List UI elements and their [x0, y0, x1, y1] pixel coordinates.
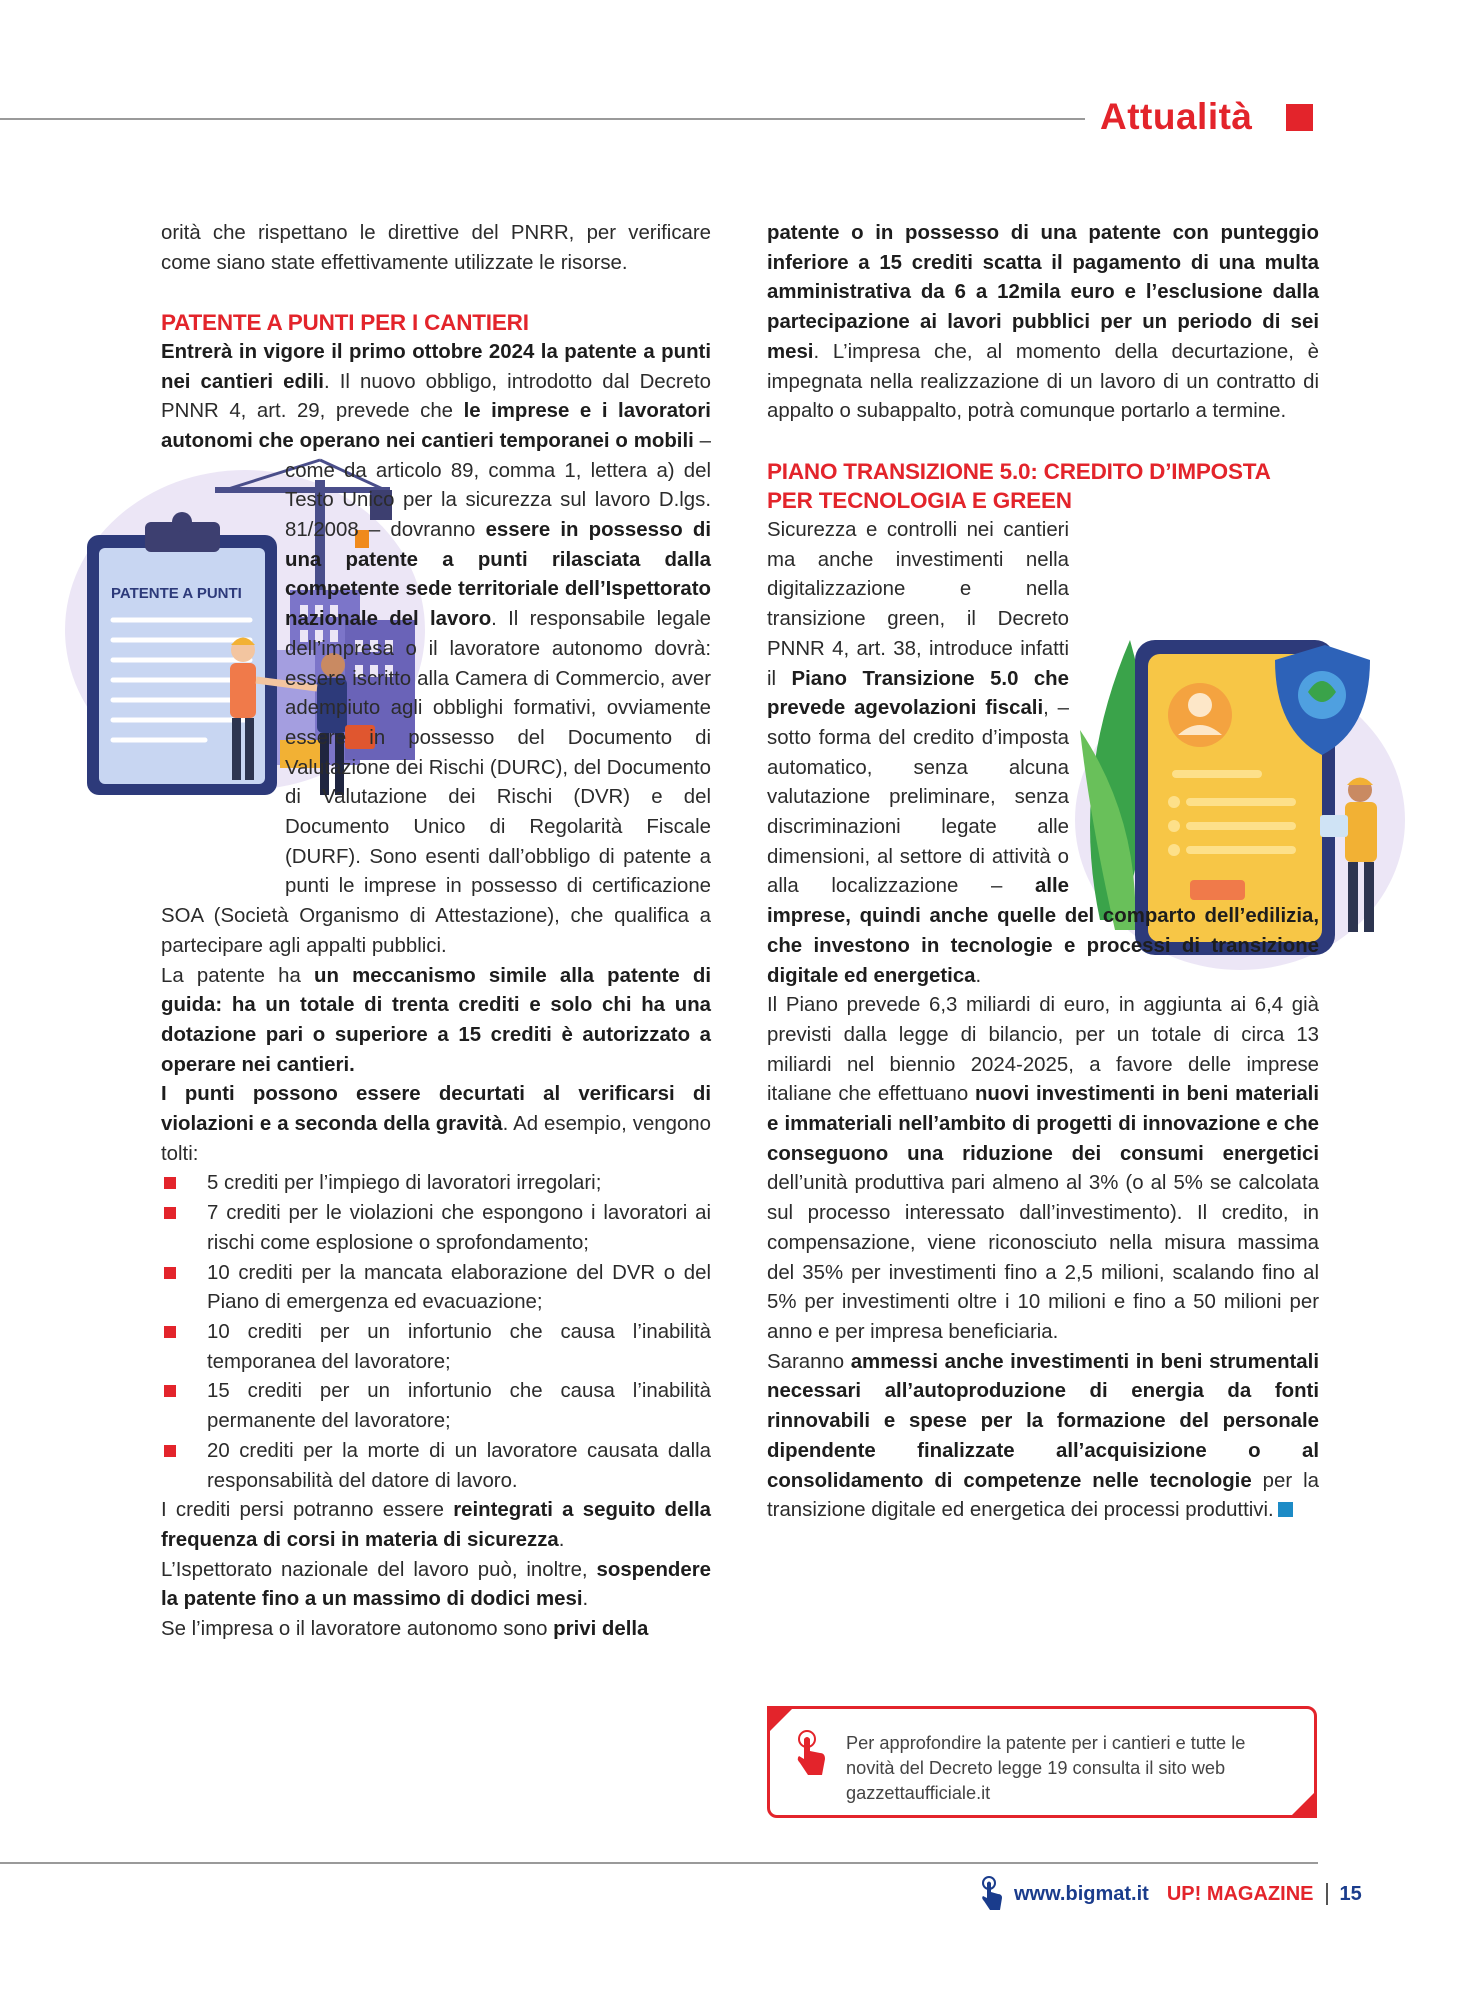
top-rule	[0, 118, 1085, 120]
info-box-corner	[767, 1706, 795, 1734]
end-mark	[1278, 1502, 1293, 1517]
section-square	[1286, 104, 1313, 131]
piano-paragraph-3: Saranno ammessi anche investimenti in beni strumentali necessari all’autoproduzione di energia da fonti rinnovabili e spese per la formazione del personale dipendente finalizzate all’acquisizione o al consolidamento di competenze nelle tecnologie per la transizione digitale ed energetica dei processi produttivi.	[767, 1350, 1319, 1522]
piano-heading-line-1: PIANO TRANSIZIONE 5.0: CREDITO D’IMPOSTA	[767, 458, 1271, 484]
patente-paragraph-4: I crediti persi potranno essere reintegrati a seguito della frequenza di corsi in materia di sicurezza.	[161, 1499, 711, 1551]
footer-url[interactable]: www.bigmat.it	[1014, 1882, 1149, 1905]
pointer-hand-icon	[794, 1729, 830, 1779]
list-item: 10 crediti per la mancata elaborazione del DVR o del Piano di emergenza ed evacuazione;	[161, 1259, 711, 1318]
piano-heading-line-2: PER TECNOLOGIA E GREEN	[767, 488, 1072, 514]
bottom-rule	[0, 1862, 1318, 1864]
pointer-hand-icon	[980, 1876, 1006, 1912]
patente-heading: PATENTE A PUNTI PER I CANTIERI	[161, 310, 529, 336]
list-item: 5 crediti per l’impiego di lavoratori irregolari;	[161, 1169, 711, 1199]
page-number: 15	[1339, 1882, 1362, 1905]
list-item: 10 crediti per un infortunio che causa l’inabilità temporanea del lavoratore;	[161, 1318, 711, 1377]
intro-text: orità che rispettano le direttive del PNRR, per verificare come siano state effettivamente utilizzate le risorse.	[161, 222, 711, 274]
credits-list	[161, 1169, 711, 1496]
piano-paragraph-2: Il Piano prevede 6,3 miliardi di euro, in aggiunta ai 6,4 già previsti dalla legge di bilancio, per un totale di circa 13 miliardi nel biennio 2024-2025, a favore delle imprese italiane che effettuano nuovi investimenti in beni materiali e immateriali nell’ambito di progetti di innovazione e che conseguono una riduzione dei consumi energetici dell’unità produttiva pari almeno al 3% (o al 5% se calcolata sul processo interessato dall’investimento). Il credito, in compensazione, viene riconosciuto nella misura massima del 35% per investimenti fino a 2,5 milioni, scalando fino al 5% per investimenti oltre i 10 milioni e fino a 50 milioni per anno e per impresa beneficiaria.	[767, 994, 1320, 1343]
footer-separator	[1326, 1883, 1328, 1905]
patente-paragraph-2: La patente ha un meccanismo simile alla patente di guida: ha un totale di trenta crediti e solo chi ha una dotazione pari o superiore a 15 crediti è autorizzato a operare nei cantieri.	[161, 964, 711, 1076]
patente-paragraph-6: Se l’impresa o il lavoratore autonomo sono privi della	[161, 1618, 649, 1641]
footer	[980, 1876, 1362, 1912]
clipboard-label: PATENTE A PUNTI	[111, 585, 242, 602]
patente-continued: patente o in possesso di una patente con punteggio inferiore a 15 crediti scatta il pagamento di una multa amministrativa da 6 a 12mila euro e l’esclusione dalla partecipazione ai lavori pubblici per un periodo di sei mesi. L’impresa che, al momento della decurtazione, è impegnata nella realizzazione di un lavoro di un contratto di appalto o subappalto, potrà comunque portarlo a termine.	[767, 222, 1319, 423]
info-box-corner	[1289, 1790, 1317, 1818]
patente-paragraph-5: L’Ispettorato nazionale del lavoro può, inoltre, sospendere la patente fino a un massimo di dodici mesi.	[161, 1558, 711, 1611]
patente-paragraph-1: Entrerà in vigore il primo ottobre 2024 la patente a punti nei cantieri edili. Il nuovo obbligo, introdotto dal Decreto PNNR 4, art. 29, prevede che le imprese e i lavoratori autonomi che operano nei cantieri temporanei o mobili – come da articolo 89, comma 1, lettera a) del Testo Unico per la sicurezza sul lavoro D.lgs. 81/2008 – dovranno essere in possesso di una patente a punti rilasciata dalla competente sede territoriale dell’Ispettorato nazionale del lavoro. Il responsabile legale dell’impresa o il lavoratore autonomo dovrà: essere iscritto alla Camera di Commercio, aver adempiuto agli obblighi formativi, ovviamente essere in possesso del Documento di Valutazione dei Rischi (DURC), del Documento di Valutazione dei Rischi (DVR) e del Documento Unico di Regolarità Fiscale (DURF). Sono esenti dall’obbligo di patente a punti le imprese in possesso di certificazione SOA (Società Organismo di Attestazione), che qualifica a partecipare agli appalti pubblici.	[161, 340, 711, 957]
patente-paragraph-3: I punti possono essere decurtati al verificarsi di violazioni e a seconda della gravità. Ad esempio, vengono tolti:	[161, 1083, 711, 1165]
right-column	[767, 219, 1319, 1526]
footer-magazine: UP! MAGAZINE	[1166, 1882, 1314, 1905]
info-box	[767, 1706, 1317, 1818]
list-item: 7 crediti per le violazioni che espongono i lavoratori ai rischi come esplosione o sprofondamento;	[161, 1199, 711, 1258]
list-item: 20 crediti per la morte di un lavoratore causata dalla responsabilità del datore di lavoro.	[161, 1437, 711, 1496]
list-item: 15 crediti per un infortunio che causa l’inabilità permanente del lavoratore;	[161, 1377, 711, 1436]
left-column	[161, 219, 711, 1645]
section-title: Attualità	[1100, 96, 1253, 137]
info-box-text: Per approfondire la patente per i cantieri e tutte le novità del Decreto legge 19 consulta il sito web gazzettaufficiale.it	[846, 1733, 1246, 1803]
piano-paragraph-1: Sicurezza e controlli nei cantieri ma anche investimenti nella digitalizzazione e nella transizione green, il Decreto PNNR 4, art. 38, introduce infatti il Piano Transizione 5.0 che prevede agevolazioni fiscali, – sotto forma del credito d’imposta automatico, senza alcuna valutazione preliminare, senza discriminazioni legate alle dimensioni, al settore di attività o alla localizzazione – alle imprese, quindi anche quelle del comparto dell’edilizia, che investono in tecnologie e processi di transizione digitale ed energetica.	[767, 519, 1319, 987]
